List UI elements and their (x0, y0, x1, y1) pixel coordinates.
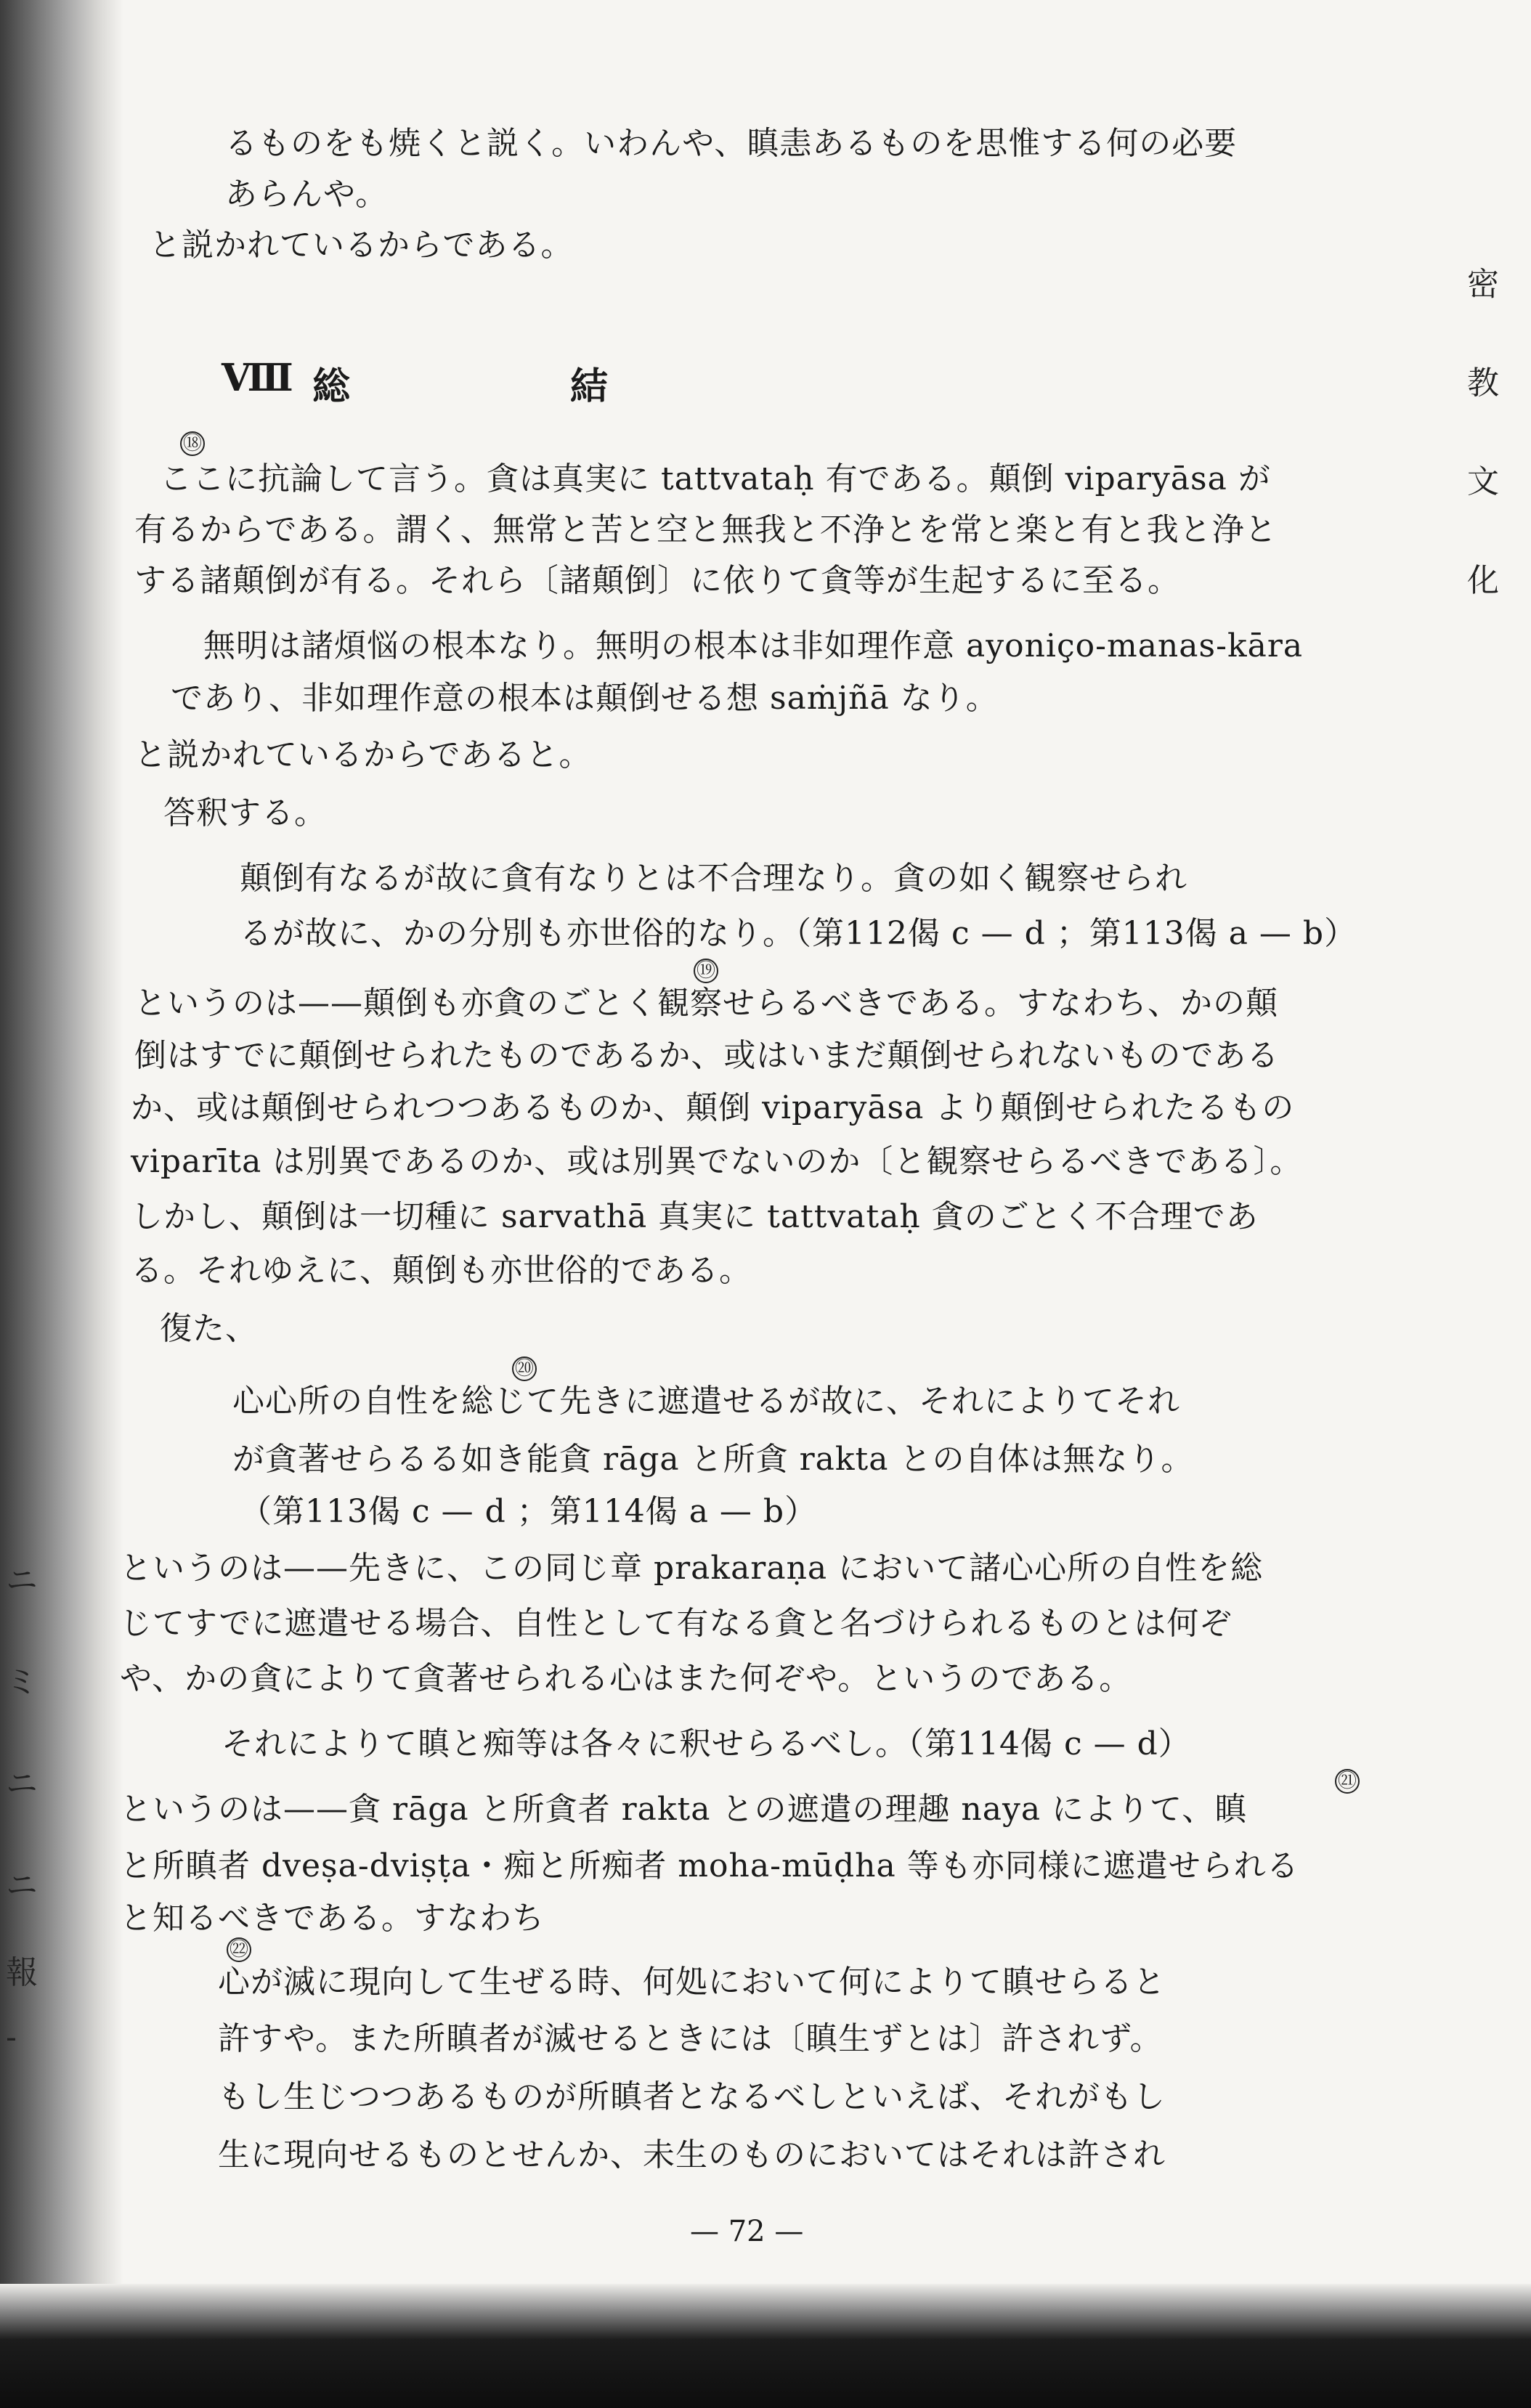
section-title-char: 結 (570, 365, 609, 409)
text-line: じてすでに遮遣せる場合、自性として有なる貪と名づけられるものとは何ぞ (120, 1605, 1232, 1642)
text-line: 心が滅に現向して生ぜる時、何処において何によりて瞋せらると (218, 1964, 1166, 2001)
text-line: というのは——先きに、この同じ章 prakaraṇa において諸心心所の自性を総 (120, 1550, 1264, 1587)
text-line: というのは——貪 rāga と所貪者 rakta との遮遣の理趣 naya によりて、瞋 (120, 1791, 1248, 1828)
footnote-marker: ㉑ (1335, 1769, 1360, 1794)
text-line: と知るべきである。すなわち (120, 1900, 545, 1937)
footnote-marker: ㉒ (227, 1937, 251, 1962)
text-line: 許すや。また所瞋者が滅せるときには〔瞋生ずとは〕許されず。 (218, 2020, 1163, 2057)
text-line: る。それゆえに、顛倒も亦世俗的である。 (131, 1252, 752, 1289)
text-line: が貪著せらるる如き能貪 rāga と所貪 rakta との自体は無なり。 (232, 1441, 1194, 1478)
text-line: というのは——顛倒も亦貪のごとく観察せらるべきである。すなわち、かの顛 (134, 985, 1278, 1022)
text-line: や、かの貪によりて貪著せられる心はまた何ぞや。というのである。 (120, 1660, 1132, 1697)
running-title-char: 化 (1467, 562, 1499, 599)
page-number: — 72 — (690, 2215, 804, 2248)
text-line: 無明は諸煩悩の根本なり。無明の根本は非如理作意 ayoniço-manas-kāra (203, 627, 1304, 664)
text-line: する諸顛倒が有る。それら〔諸顛倒〕に依りて貪等が生起するに至る。 (134, 562, 1180, 599)
text-line: しかし、顛倒は一切種に sarvathā 真実に tattvataḥ 貪のごとく不合理であ (131, 1198, 1259, 1235)
footnote-marker: ⑲ (694, 959, 718, 983)
text-line: それによりて瞋と痴等は各々に釈せらるべし。（第114偈 c — d） (222, 1725, 1191, 1762)
text-line: 答釈する。 (163, 794, 327, 831)
text-line: ここに抗論して言う。貪は真実に tattvataḥ 有である。顛倒 viparyāsa が (160, 460, 1271, 497)
margin-fragment: - (6, 2019, 17, 2056)
text-line: るが故に、かの分別も亦世俗的なり。（第112偈 c — d ；第113偈 a — b） (240, 915, 1357, 952)
text-line: 有るからである。謂く、無常と苦と空と無我と不浄とを常と楽と有と我と浄と (134, 511, 1278, 548)
text-line: と所瞋者 dveṣa-dviṣṭa・痴と所痴者 moha-mūḍha 等も亦同様に遮遣せられる (120, 1847, 1299, 1884)
text-line: 生に現向せるものとせんか、未生のものにおいてはそれは許され (218, 2136, 1166, 2173)
text-line: 倒はすでに顛倒せられたものであるか、或はいまだ顛倒せられないものである (134, 1037, 1280, 1074)
text-line: viparīta は別異であるのか、或は別異でないのか〔と観察せらるべきである〕。 (131, 1143, 1303, 1180)
text-line: であり、非如理作意の根本は顛倒せる想 saṁjñā なり。 (171, 680, 999, 717)
text-line: 心心所の自性を総じて先きに遮遣せるが故に、それによりてそれ (232, 1383, 1180, 1420)
section-numeral: Ⅷ (222, 356, 293, 400)
section-title-char: 総 (312, 365, 351, 409)
text-line: か、或は顛倒せられつつあるものか、顛倒 viparyāsa より顛倒せられたるもの (131, 1089, 1295, 1126)
text-line: あらんや。 (225, 176, 389, 213)
scan-bottom-shadow (0, 2284, 1531, 2408)
text-line: （第113偈 c — d ；第114偈 a — b） (240, 1493, 818, 1530)
margin-fragment: ニ (6, 1867, 38, 1904)
running-title-char: 密 (1467, 266, 1499, 303)
text-line: と説かれているからである。 (149, 227, 574, 264)
margin-fragment: ニ (6, 1765, 38, 1802)
text-line: 復た、 (160, 1310, 258, 1347)
text-line: 顛倒有なるが故に貪有なりとは不合理なり。貪の如く観察せられ (240, 860, 1187, 897)
margin-fragment: ニ (6, 1562, 38, 1599)
running-title-char: 文 (1467, 463, 1499, 500)
text-line: もし生じつつあるものが所瞋者となるべしといえば、それがもし (218, 2078, 1166, 2115)
footnote-marker: ⑱ (180, 431, 205, 456)
text-line: るものをも焼くと説く。いわんや、瞋恚あるものを思惟する何の必要 (225, 125, 1238, 162)
margin-fragment: ミ (6, 1664, 38, 1701)
running-title (1467, 266, 1511, 664)
scan-spine-shadow (0, 0, 123, 2408)
running-title-char: 教 (1467, 365, 1499, 402)
margin-fragment: 報 (6, 1954, 38, 1991)
text-line: と説かれているからであると。 (134, 736, 592, 773)
footnote-marker: ⑳ (512, 1356, 537, 1381)
